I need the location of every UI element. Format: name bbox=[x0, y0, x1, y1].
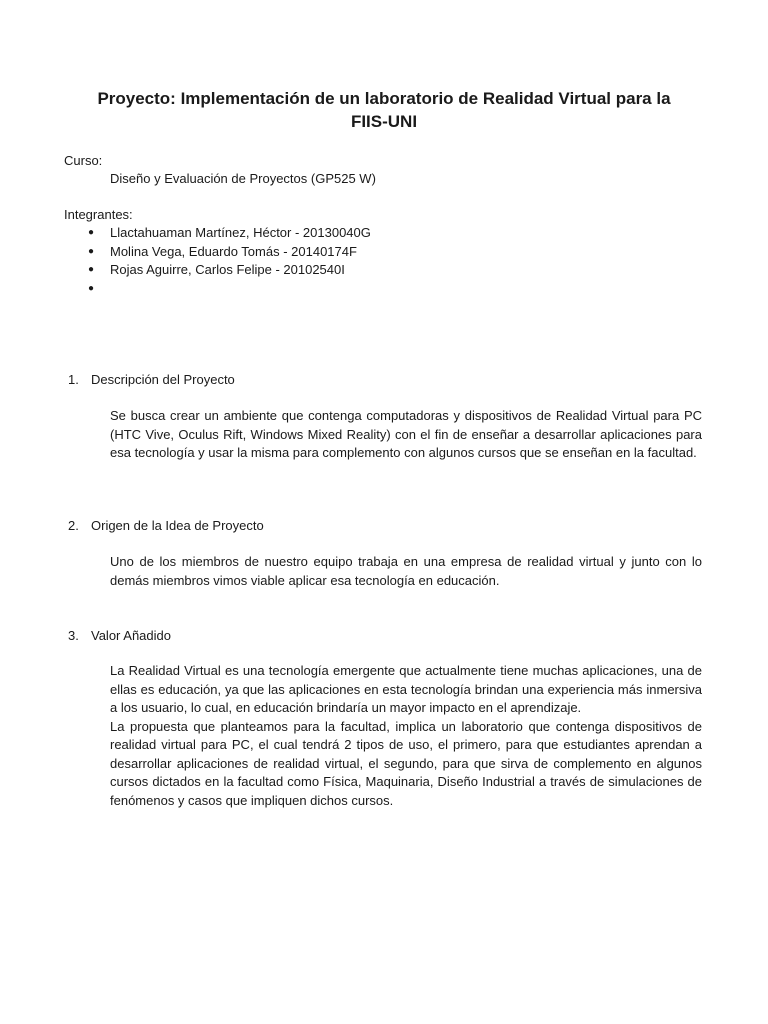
section-1-body bbox=[110, 407, 702, 463]
member-name: Llactahuaman Martínez, Héctor - 20130040G bbox=[110, 225, 371, 240]
list-item bbox=[88, 224, 371, 243]
member-name: Rojas Aguirre, Carlos Felipe - 20102540I bbox=[110, 262, 345, 278]
section-1-heading: Descripción del Proyecto bbox=[91, 372, 235, 387]
list-item bbox=[88, 243, 371, 262]
paragraph: La Realidad Virtual es una tecnología emergente que actualmente tiene muchas aplicaciones, una de ellas es educación, ya que las aplicaciones en esta tecnología brindan una experiencia más inmersiva a los usuario, lo cual, en educación brindaría un mayor impacto en el aprendizaje. bbox=[110, 663, 702, 715]
bullet-icon: ● bbox=[88, 227, 95, 238]
section-3-number: 3. bbox=[68, 628, 79, 643]
paragraph: La propuesta que planteamos para la facultad, implica un laboratorio que contenga dispositivos de realidad virtual para PC, el cual tendrá 2 tipos de uso, el primero, para que estudiantes aprendan a desarrollar aplicaciones de realidad virtual, el segundo, para que sirva de complemento en algunos cursos dictados en la facultad como Física, Maquinaria, Diseño Industrial a través de simulaciones de fenómenos y casos que impliquen dichos cursos. bbox=[110, 718, 702, 808]
bullet-icon: ● bbox=[88, 282, 95, 294]
section-3-heading: Valor Añadido bbox=[91, 628, 171, 643]
list-item bbox=[88, 280, 371, 299]
list-item bbox=[88, 261, 371, 280]
bullet-icon: ● bbox=[88, 245, 95, 257]
course-value: Diseño y Evaluación de Proyectos (GP525 W) bbox=[110, 171, 376, 186]
title-line-1: Proyecto: Implementación de un laboratorio de Realidad Virtual para la bbox=[97, 89, 671, 108]
document-title bbox=[60, 87, 708, 133]
paragraph: Se busca crear un ambiente que contenga computadoras y dispositivos de Realidad Virtual para PC (HTC Vive, Oculus Rift, Windows Mixed Reality) con el fin de enseñar a desarrollar aplicaciones para esa tecnología y usar la misma para complemento con algunos cursos que se enseñan en la facultad. bbox=[110, 408, 702, 460]
paragraph: Uno de los miembros de nuestro equipo trabaja en una empresa de realidad virtual y junto con lo demás miembros vimos viable aplicar esa tecnología en educación. bbox=[110, 554, 702, 588]
members-label: Integrantes: bbox=[64, 207, 133, 222]
member-name: Molina Vega, Eduardo Tomás - 20140174F bbox=[110, 243, 357, 259]
section-2-body bbox=[110, 553, 702, 590]
section-2-number: 2. bbox=[68, 518, 79, 533]
bullet-icon: ● bbox=[88, 264, 95, 276]
section-3-body bbox=[110, 662, 702, 810]
section-2-heading: Origen de la Idea de Proyecto bbox=[91, 518, 264, 533]
members-list bbox=[88, 224, 371, 298]
title-line-2: FIIS-UNI bbox=[350, 112, 418, 131]
course-label: Curso: bbox=[64, 153, 103, 168]
section-1-number: 1. bbox=[68, 372, 79, 387]
